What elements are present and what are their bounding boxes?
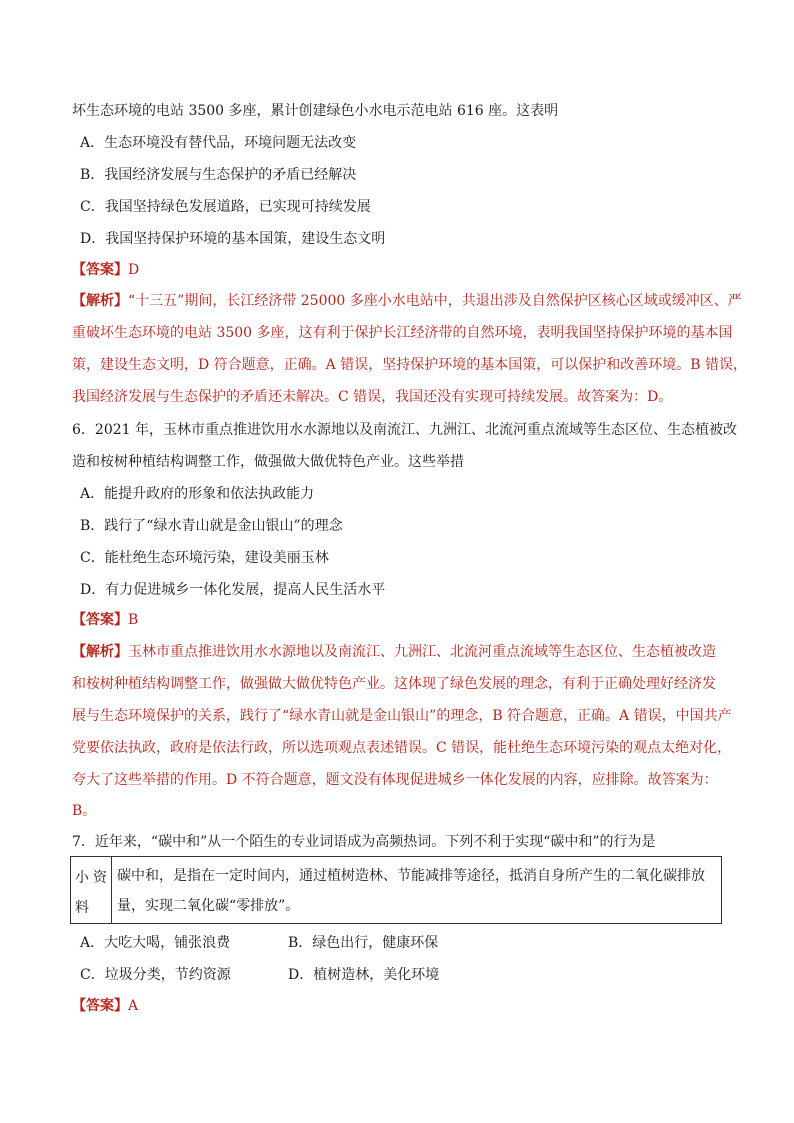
q5-option-b: B．我国经济发展与生态保护的矛盾已经解决 <box>80 167 357 183</box>
q6-analysis-line-2: 和桉树种植结构调整工作，做强做大做优特色产业。这体现了绿色发展的理念，有利于正确处理好经济发 <box>72 676 716 692</box>
answer-value: D <box>128 262 140 278</box>
q6-analysis-line-6: B。 <box>72 803 97 819</box>
q6-answer <box>72 610 732 630</box>
q6-option-b: B．践行了“绿水青山就是金山银山”的理念 <box>80 518 343 534</box>
q7-answer <box>72 996 732 1016</box>
q7-option-c: C．垃圾分类，节约资源 <box>80 967 231 983</box>
material-label-char-2: 资 <box>93 870 107 886</box>
material-text: 碳中和，是指在一定时间内，通过植树造林、节能减排等途径，抵消自身所产生的二氧化碳排放量，实现二氧化碳“零排放”。 <box>117 868 705 914</box>
material-label-char-3: 料 <box>75 900 89 916</box>
material-table <box>70 856 722 924</box>
q6-option-a: A．能提升政府的形象和依法执政能力 <box>80 486 315 502</box>
q5-stem-tail: 坏生态环境的电站 3500 多座，累计创建绿色小水电示范电站 616 座。这表明 <box>72 103 559 119</box>
q6-option-c: C．能杜绝生态环境污染，建设美丽玉林 <box>80 550 329 566</box>
analysis-label: 【解析】 <box>72 644 128 660</box>
q5-option-a: A．生态环境没有替代品，环境问题无法改变 <box>80 135 357 151</box>
analysis-text: “十三五”期间，长江经济带 25000 多座小水电站中，共退出涉及自然保护区核心区域或缓冲区、严 <box>128 293 742 309</box>
q5-option-c: C．我国坚持绿色发展道路，已实现可持续发展 <box>80 199 371 215</box>
q7-stem: 7．近年来，“碳中和”从一个陌生的专业词语成为高频热词。下列不利于实现“碳中和”的行为是 <box>72 834 656 850</box>
q6-option-d: D．有力促进城乡一体化发展，提高人民生活水平 <box>80 582 386 598</box>
q6-analysis-line-5: 夸大了这些举措的作用。D 不符合题意，题文没有体现促进城乡一体化发展的内容，应排除。故答案为： <box>72 772 718 788</box>
answer-value: A <box>128 998 139 1014</box>
q7-option-d: D．植树造林，美化环境 <box>288 967 440 983</box>
material-label <box>71 857 112 923</box>
analysis-label: 【解析】 <box>72 293 128 309</box>
q6-stem-line-2: 造和桉树种植结构调整工作，做强做大做优特色产业。这些举措 <box>72 454 464 470</box>
q6-analysis-line-1 <box>72 642 732 662</box>
answer-label: 【答案】 <box>72 612 128 628</box>
q5-analysis-line-4: 我国经济发展与生态保护的矛盾还未解决。C 错误，我国还没有实现可持续发展。故答案为：D。 <box>72 389 673 405</box>
q5-option-d: D．我国坚持保护环境的基本国策，建设生态文明 <box>80 231 386 247</box>
material-label-char-1: 小 <box>75 870 89 886</box>
answer-value: B <box>128 612 139 628</box>
q5-analysis-line-2: 重破坏生态环境的电站 3500 多座，这有利于保护长江经济带的自然环境，表明我国坚持保护环境的基本国 <box>72 325 733 341</box>
answer-label: 【答案】 <box>72 262 128 278</box>
q6-stem-line-1: 6．2021 年，玉林市重点推进饮用水水源地以及南流江、九洲江、北流河重点流域等生态区位、生态植被改 <box>72 422 737 438</box>
q7-option-a: A．大吃大喝，铺张浪费 <box>80 935 231 951</box>
q6-analysis-line-3: 展与生态环境保护的关系，践行了“绿水青山就是金山银山”的理念，B 符合题意，正确。A 错误，中国共产 <box>72 708 732 724</box>
q5-analysis-line-1 <box>72 291 742 311</box>
analysis-text: 玉林市重点推进饮用水水源地以及南流江、九洲江、北流河重点流域等生态区位、生态植被改造 <box>128 644 716 660</box>
q5-analysis-line-3: 策，建设生态文明，D 符合题意，正确。A 错误，坚持保护环境的基本国策，可以保护和改善环境。B 错误， <box>72 357 747 373</box>
q5-answer <box>72 260 732 280</box>
answer-label: 【答案】 <box>72 998 128 1014</box>
q7-option-b: B．绿色出行，健康环保 <box>288 935 439 951</box>
q6-analysis-line-4: 党要依法执政，政府是依法行政，所以选项观点表述错误。C 错误，能杜绝生态环境污染的观点太绝对化， <box>72 740 732 756</box>
